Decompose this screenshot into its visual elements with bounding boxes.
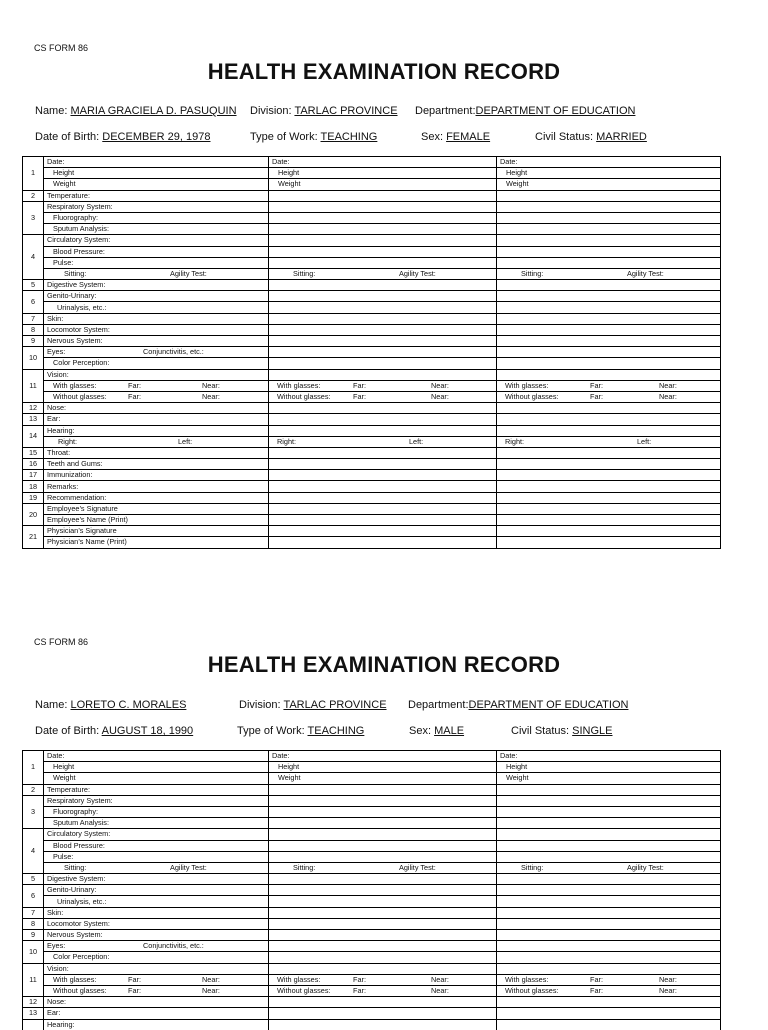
table-row: [23, 515, 721, 526]
table-row: [23, 257, 721, 268]
row-number: 15: [23, 447, 44, 458]
eyes-label: Eyes:: [47, 347, 66, 357]
table-row: [23, 806, 721, 817]
table-row: [23, 829, 721, 840]
dob-field: [35, 725, 193, 737]
table-row: [23, 1008, 721, 1019]
civil-status-label: Civil Status:: [511, 725, 570, 737]
row-number: 1: [23, 157, 44, 191]
with-glasses-label: With glasses:: [53, 380, 97, 390]
table-row: [23, 246, 721, 257]
near-label: Near:: [431, 985, 449, 995]
department-value: DEPARTMENT OF EDUCATION: [468, 699, 629, 711]
table-row: [23, 885, 721, 896]
work-field: [237, 725, 364, 737]
physician-name-label: Physician’s Name (Print): [44, 537, 269, 548]
near-label: Near:: [659, 985, 677, 995]
height-label: Height: [44, 168, 269, 179]
conjunctivitis-label: Conjunctivitis, etc.:: [143, 347, 204, 357]
with-glasses-cell: [44, 974, 269, 985]
table-row: [23, 425, 721, 436]
row-number: 16: [23, 459, 44, 470]
without-glasses-label: Without glasses:: [505, 391, 559, 401]
temperature-label: Temperature:: [44, 190, 269, 201]
with-glasses-cell: [44, 380, 269, 391]
nose-label: Nose:: [44, 997, 269, 1008]
genito-label: Genito-Urinary:: [44, 885, 269, 896]
locomotor-label: Locomotor System:: [44, 918, 269, 929]
table-row: [23, 840, 721, 851]
employee-signature-label: Employee’s Signature: [44, 503, 269, 514]
far-label: Far:: [128, 380, 141, 390]
row-number: 13: [23, 1008, 44, 1019]
sex-label: Sex:: [421, 131, 444, 143]
row-number: 19: [23, 492, 44, 503]
name-field: [35, 699, 186, 711]
table-row: [23, 907, 721, 918]
temperature-label: Temperature:: [44, 784, 269, 795]
row-number: 3: [23, 201, 44, 235]
right-label: Right:: [277, 436, 297, 446]
table-row: [23, 762, 721, 773]
table-row: [23, 280, 721, 291]
near-label: Near:: [659, 974, 677, 984]
color-perception-label: Color Perception:: [44, 952, 269, 963]
height-label: Height: [497, 168, 721, 179]
without-glasses-label: Without glasses:: [277, 391, 331, 401]
sex-value: MALE: [434, 725, 465, 737]
table-row: [23, 918, 721, 929]
table-row: [23, 403, 721, 414]
with-glasses-label: With glasses:: [505, 974, 549, 984]
sitting-label: Sitting:: [293, 862, 316, 872]
height-label: Height: [44, 762, 269, 773]
near-label: Near:: [431, 974, 449, 984]
department-label: Department:: [415, 105, 476, 117]
height-label: Height: [269, 168, 497, 179]
table-row: [23, 537, 721, 548]
table-row: [23, 997, 721, 1008]
conjunctivitis-label: Conjunctivitis, etc.:: [143, 941, 204, 951]
agility-label: Agility Test:: [627, 862, 664, 872]
physician-signature-label: Physician’s Signature: [44, 526, 269, 537]
left-label: Left:: [409, 436, 424, 446]
row-number: 4: [23, 829, 44, 874]
circulatory-label: Circulatory System:: [44, 235, 269, 246]
ear-label: Ear:: [44, 1008, 269, 1019]
respiratory-label: Respiratory System:: [44, 201, 269, 212]
sputum-label: Sputum Analysis:: [44, 818, 269, 829]
sitting-label: Sitting:: [64, 268, 87, 278]
near-label: Near:: [659, 391, 677, 401]
row-number: 20: [23, 503, 44, 525]
row-number: 2: [23, 784, 44, 795]
row-number: 6: [23, 885, 44, 907]
table-row: [23, 985, 721, 996]
near-label: Near:: [202, 985, 220, 995]
fluorography-label: Fluorography:: [44, 212, 269, 223]
agility-label: Agility Test:: [399, 268, 436, 278]
sitting-agility-cell: [269, 862, 497, 873]
name-field: [35, 105, 237, 117]
dob-value: AUGUST 18, 1990: [101, 725, 194, 737]
work-field: [250, 131, 377, 143]
ear-label: Ear:: [44, 414, 269, 425]
respiratory-label: Respiratory System:: [44, 795, 269, 806]
row-number: 13: [23, 414, 44, 425]
without-glasses-cell: [497, 391, 721, 402]
hearing-sides-cell: [269, 436, 497, 447]
table-row: [23, 324, 721, 335]
circulatory-label: Circulatory System:: [44, 829, 269, 840]
table-row: [23, 179, 721, 190]
with-glasses-cell: [269, 380, 497, 391]
dob-label: Date of Birth:: [35, 725, 100, 737]
table-row: [23, 347, 721, 358]
row-number: 11: [23, 369, 44, 403]
teeth-label: Teeth and Gums:: [44, 459, 269, 470]
near-label: Near:: [431, 380, 449, 390]
table-row: [23, 851, 721, 862]
sitting-agility-cell: [497, 268, 721, 279]
employee-name-label: Employee’s Name (Print): [44, 515, 269, 526]
table-row: [23, 268, 721, 279]
page-title: HEALTH EXAMINATION RECORD: [207, 59, 561, 84]
without-glasses-cell: [269, 985, 497, 996]
weight-label: Weight: [497, 179, 721, 190]
digestive-label: Digestive System:: [44, 874, 269, 885]
table-row: [23, 818, 721, 829]
nervous-label: Nervous System:: [44, 336, 269, 347]
sex-label: Sex:: [409, 725, 432, 737]
weight-label: Weight: [44, 773, 269, 784]
table-row: [23, 773, 721, 784]
weight-label: Weight: [497, 773, 721, 784]
blood-pressure-label: Blood Pressure:: [44, 246, 269, 257]
sputum-label: Sputum Analysis:: [44, 224, 269, 235]
row-number: 12: [23, 997, 44, 1008]
weight-label: Weight: [269, 773, 497, 784]
color-perception-label: Color Perception:: [44, 358, 269, 369]
far-label: Far:: [353, 380, 366, 390]
sitting-label: Sitting:: [64, 862, 87, 872]
far-label: Far:: [353, 985, 366, 995]
with-glasses-label: With glasses:: [53, 974, 97, 984]
table-row: [23, 896, 721, 907]
height-label: Height: [497, 762, 721, 773]
work-value: TEACHING: [307, 725, 365, 737]
urinalysis-label: Urinalysis, etc.:: [44, 896, 269, 907]
table-row: [23, 168, 721, 179]
sitting-label: Sitting:: [521, 862, 544, 872]
table-row: [23, 358, 721, 369]
row-number: 11: [23, 963, 44, 997]
hearing-sides-cell: [497, 436, 721, 447]
row-number: 18: [23, 481, 44, 492]
far-label: Far:: [353, 391, 366, 401]
blood-pressure-label: Blood Pressure:: [44, 840, 269, 851]
civil-status-value: SINGLE: [572, 725, 613, 737]
table-row: [23, 503, 721, 514]
with-glasses-cell: [269, 974, 497, 985]
table-row: [23, 302, 721, 313]
division-field: [250, 105, 398, 117]
exam-table: [22, 156, 721, 549]
table-row: [23, 974, 721, 985]
page-title: HEALTH EXAMINATION RECORD: [207, 652, 561, 677]
row-number: 8: [23, 324, 44, 335]
row-number: 1: [23, 751, 44, 785]
sex-value: FEMALE: [446, 131, 491, 143]
row-number: 10: [23, 347, 44, 369]
row-number: 7: [23, 907, 44, 918]
row-number: 3: [23, 795, 44, 829]
with-glasses-label: With glasses:: [505, 380, 549, 390]
row-number: 21: [23, 526, 44, 548]
row-number: 12: [23, 403, 44, 414]
without-glasses-label: Without glasses:: [277, 985, 331, 995]
table-row: [23, 190, 721, 201]
eyes-label: Eyes:: [47, 941, 66, 951]
near-label: Near:: [202, 391, 220, 401]
right-label: Right:: [58, 436, 78, 446]
division-label: Division:: [239, 699, 281, 711]
sitting-agility-cell: [44, 862, 269, 873]
without-glasses-cell: [269, 391, 497, 402]
near-label: Near:: [202, 380, 220, 390]
table-row: [23, 369, 721, 380]
sex-field: [409, 725, 464, 737]
recommendation-label: Recommendation:: [44, 492, 269, 503]
row-number: 8: [23, 918, 44, 929]
table-row: [23, 212, 721, 223]
division-value: TARLAC PROVINCE: [283, 699, 387, 711]
far-label: Far:: [590, 974, 603, 984]
far-label: Far:: [353, 974, 366, 984]
name-value: MARIA GRACIELA D. PASUQUIN: [70, 105, 237, 117]
row-number: 6: [23, 291, 44, 313]
civil-status-label: Civil Status:: [535, 131, 594, 143]
row-number: 9: [23, 930, 44, 941]
table-row: [23, 235, 721, 246]
table-row: [23, 751, 721, 762]
near-label: Near:: [431, 391, 449, 401]
urinalysis-label: Urinalysis, etc.:: [44, 302, 269, 313]
civil-status-value: MARRIED: [596, 131, 647, 143]
date-label: Date:: [44, 751, 269, 762]
skin-label: Skin:: [44, 313, 269, 324]
hearing-label: Hearing:: [44, 425, 269, 436]
table-row: [23, 459, 721, 470]
department-field: [408, 699, 628, 711]
row-number: 4: [23, 235, 44, 280]
sitting-label: Sitting:: [521, 268, 544, 278]
table-row: [23, 784, 721, 795]
dob-label: Date of Birth:: [35, 131, 100, 143]
right-label: Right:: [505, 436, 525, 446]
sitting-label: Sitting:: [293, 268, 316, 278]
left-label: Left:: [637, 436, 652, 446]
near-label: Near:: [202, 974, 220, 984]
table-row: [23, 941, 721, 952]
without-glasses-cell: [44, 391, 269, 402]
division-label: Division:: [250, 105, 292, 117]
vision-label: Vision:: [44, 963, 269, 974]
fluorography-label: Fluorography:: [44, 806, 269, 817]
agility-label: Agility Test:: [627, 268, 664, 278]
far-label: Far:: [590, 380, 603, 390]
sex-field: [421, 131, 490, 143]
with-glasses-cell: [497, 974, 721, 985]
work-value: TEACHING: [320, 131, 378, 143]
row-number: 10: [23, 941, 44, 963]
exam-table: [22, 750, 721, 1030]
sitting-agility-cell: [497, 862, 721, 873]
immunization-label: Immunization:: [44, 470, 269, 481]
table-row: [23, 930, 721, 941]
remarks-label: Remarks:: [44, 481, 269, 492]
work-label: Type of Work:: [237, 725, 305, 737]
table-row: [23, 414, 721, 425]
near-label: Near:: [659, 380, 677, 390]
table-row: [23, 201, 721, 212]
with-glasses-cell: [497, 380, 721, 391]
pulse-label: Pulse:: [44, 257, 269, 268]
skin-label: Skin:: [44, 907, 269, 918]
table-row: [23, 391, 721, 402]
weight-label: Weight: [44, 179, 269, 190]
locomotor-label: Locomotor System:: [44, 324, 269, 335]
table-row: [23, 1019, 721, 1030]
date-label: Date:: [497, 751, 721, 762]
division-field: [239, 699, 387, 711]
digestive-label: Digestive System:: [44, 280, 269, 291]
nose-label: Nose:: [44, 403, 269, 414]
agility-label: Agility Test:: [399, 862, 436, 872]
table-row: [23, 447, 721, 458]
vision-label: Vision:: [44, 369, 269, 380]
table-row: [23, 526, 721, 537]
table-row: [23, 963, 721, 974]
table-row: [23, 224, 721, 235]
table-row: [23, 481, 721, 492]
table-row: [23, 470, 721, 481]
date-label: Date:: [269, 751, 497, 762]
without-glasses-label: Without glasses:: [53, 985, 107, 995]
row-number: 2: [23, 190, 44, 201]
pulse-label: Pulse:: [44, 851, 269, 862]
table-row: [23, 874, 721, 885]
dob-field: [35, 131, 210, 143]
without-glasses-label: Without glasses:: [505, 985, 559, 995]
name-label: Name:: [35, 105, 68, 117]
far-label: Far:: [590, 985, 603, 995]
genito-label: Genito-Urinary:: [44, 291, 269, 302]
form-number: CS FORM 86: [34, 637, 89, 647]
nervous-label: Nervous System:: [44, 930, 269, 941]
date-label: Date:: [269, 157, 497, 168]
sitting-agility-cell: [44, 268, 269, 279]
date-label: Date:: [44, 157, 269, 168]
table-row: [23, 952, 721, 963]
row-number: 5: [23, 874, 44, 885]
name-value: LORETO C. MORALES: [70, 699, 187, 711]
without-glasses-label: Without glasses:: [53, 391, 107, 401]
without-glasses-cell: [497, 985, 721, 996]
dob-value: DECEMBER 29, 1978: [102, 131, 211, 143]
civil-status-field: [535, 131, 647, 143]
table-row: [23, 436, 721, 447]
table-row: [23, 336, 721, 347]
far-label: Far:: [590, 391, 603, 401]
row-number: 17: [23, 470, 44, 481]
far-label: Far:: [128, 985, 141, 995]
eyes-cell: [44, 941, 269, 952]
throat-label: Throat:: [44, 447, 269, 458]
date-label: Date:: [497, 157, 721, 168]
hearing-label: Hearing:: [44, 1019, 269, 1030]
table-row: [23, 380, 721, 391]
table-row: [23, 157, 721, 168]
height-label: Height: [269, 762, 497, 773]
name-label: Name:: [35, 699, 68, 711]
with-glasses-label: With glasses:: [277, 974, 321, 984]
table-row: [23, 795, 721, 806]
far-label: Far:: [128, 391, 141, 401]
row-number: 14: [23, 425, 44, 447]
agility-label: Agility Test:: [170, 862, 207, 872]
table-row: [23, 313, 721, 324]
row-number: 9: [23, 336, 44, 347]
row-number: 5: [23, 280, 44, 291]
hearing-sides-cell: [44, 436, 269, 447]
table-row: [23, 862, 721, 873]
far-label: Far:: [128, 974, 141, 984]
work-label: Type of Work:: [250, 131, 318, 143]
without-glasses-cell: [44, 985, 269, 996]
division-value: TARLAC PROVINCE: [294, 105, 398, 117]
table-row: [23, 291, 721, 302]
department-field: [415, 105, 635, 117]
with-glasses-label: With glasses:: [277, 380, 321, 390]
department-value: DEPARTMENT OF EDUCATION: [475, 105, 636, 117]
row-number: 7: [23, 313, 44, 324]
eyes-cell: [44, 347, 269, 358]
table-row: [23, 492, 721, 503]
department-label: Department:: [408, 699, 469, 711]
sitting-agility-cell: [269, 268, 497, 279]
left-label: Left:: [178, 436, 193, 446]
weight-label: Weight: [269, 179, 497, 190]
form-number: CS FORM 86: [34, 43, 89, 53]
agility-label: Agility Test:: [170, 268, 207, 278]
civil-status-field: [511, 725, 613, 737]
